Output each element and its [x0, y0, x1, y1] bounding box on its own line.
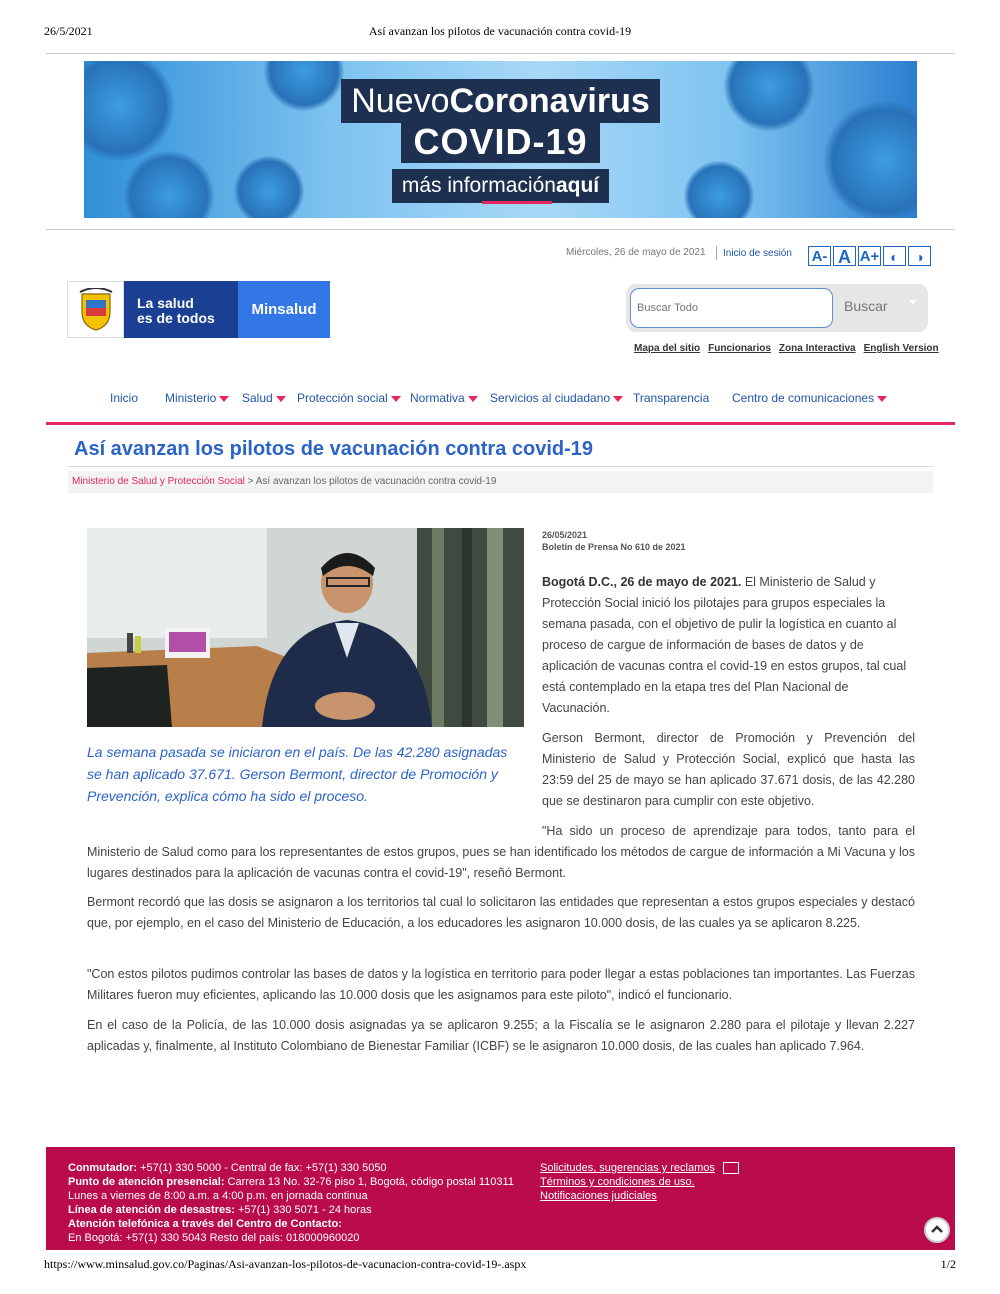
chevron-down-icon: [613, 396, 623, 402]
banner-line-2: COVID-19: [401, 121, 599, 163]
font-increase-button[interactable]: A+: [859, 248, 880, 265]
accessibility-controls: [808, 246, 931, 266]
page-title: Así avanzan los pilotos de vacunación contra covid-19: [74, 438, 594, 460]
article-meta: [542, 529, 686, 553]
top-links: [634, 343, 939, 354]
chevron-down-icon: [391, 396, 401, 402]
nav-item-centro-comunicaciones[interactable]: Centro de comunicaciones: [732, 391, 887, 405]
article-date: 26/05/2021: [542, 530, 588, 540]
font-decrease-button[interactable]: A-: [808, 246, 831, 266]
chevron-down-icon: [219, 396, 229, 402]
print-page-number: 1/2: [940, 1257, 956, 1271]
mail-icon: [723, 1162, 739, 1174]
breadcrumb: Ministerio de Salud y Protección Social > Así avanzan los pilotos de vacunación contra covid-19: [68, 471, 933, 493]
staff-link[interactable]: Funcionarios: [708, 343, 771, 354]
chevron-down-icon: [877, 396, 887, 402]
print-header: [0, 0, 1000, 54]
divider: [46, 229, 955, 230]
search-dropdown-icon[interactable]: [909, 300, 917, 304]
nav-item-normativa[interactable]: Normativa: [410, 391, 478, 405]
login-link[interactable]: Inicio de sesión: [723, 248, 792, 259]
search-button[interactable]: Buscar: [844, 298, 888, 314]
nav-item-servicios[interactable]: Servicios al ciudadano: [490, 391, 623, 405]
footer-links: [540, 1161, 739, 1203]
search-box: [626, 284, 928, 332]
terms-link[interactable]: Términos y condiciones de uso.: [540, 1176, 695, 1188]
print-url: https://www.minsalud.gov.co/Paginas/Asi-avanzan-los-pilotos-de-vacunacion-contra-covid-19-.aspx: [44, 1257, 527, 1271]
breadcrumb-current: Así avanzan los pilotos de vacunación contra covid-19: [255, 476, 497, 487]
article-paragraph-2: Gerson Bermont, director de Promoción y Prevención del Ministerio de Salud y Protección Social, explicó que hasta las 23:59 del 25 de mayo se han aplicado 37.671 dosis, de las 42.280 que se destinaron para cumplir con este objetivo.: [542, 731, 915, 808]
print-title: Así avanzan los pilotos de vacunación contra covid-19: [368, 24, 632, 38]
chevron-down-icon: [468, 396, 478, 402]
nav-item-inicio[interactable]: Inicio: [110, 391, 139, 405]
covid-banner[interactable]: [84, 61, 917, 218]
article-paragraph-6: En el caso de la Policía, de las 10.000 dosis asignadas ya se aplicaron 9.255; a la Fiscalía se le asignaron 2.280 para el pilotaje y llevan 2.227 aplicadas y, finalmente, al Instituto Colombiano de Bienestar Familiar (ICBF) se le asignaron 10.000 dosis, de las cuales han aplicado 7.964.: [87, 1018, 915, 1053]
article-photo: [87, 528, 524, 727]
nav-item-ministerio[interactable]: Ministerio: [165, 391, 229, 405]
article-paragraph-4: Bermont recordó que las dosis se asignaron a los territorios tal cual lo solicitaron las entidades que representan a estos grupos especiales y destacó que, por ejemplo, en el caso del Ministerio de Educación, a los educadores les asignaron 10.000 dosis, de las cuales ya se aplicaron 8.225.: [87, 895, 915, 930]
nav-item-proteccion-social[interactable]: Protección social: [297, 391, 401, 405]
article-paragraph-5: "Con estos pilotos pudimos controlar las bases de datos y la logística en territorio para poder llegar a estas poblaciones tan importantes. Las Fuerzas Militares fueron muy eficientes, aplicando las 10.000 dosis que les asignamos para este piloto", indicó el funcionario.: [87, 967, 915, 1002]
article-paragraph-3b: Ministerio de Salud como para los representantes de estos grupos, pues se han identificado los métodos de cargue de información a Mi Vacuna y los lugares destinados para la aplicación de vacunas contra el covid-19", reseñó Bermont.: [87, 845, 915, 880]
contrast-high-icon[interactable]: ◐: [883, 246, 906, 266]
article-paragraph-3a: "Ha sido un proceso de aprendizaje para todos, tanto para el: [542, 824, 915, 838]
back-to-top-icon[interactable]: [924, 1217, 950, 1243]
current-date: Miércoles, 26 de mayo de 2021: [566, 247, 706, 258]
footer-contact: Conmutador: +57(1) 330 5000 - Central de fax: +57(1) 330 5050 Punto de atención presencial: Carrera 13 No. 32-76 piso 1, Bogotá, código postal 110311 Lunes a viernes de 8:00 a.m. a 4:00 p.m. en jornada continua Línea de atención de desastres: +57(1) 330 5071 - 24 horas Atención telefónica a través del Centro de Contacto: En Bogotá: +57(1) 330 5043 Resto del país: 018000960020: [68, 1162, 514, 1244]
nav-underline: [46, 422, 955, 425]
nav-item-transparencia[interactable]: Transparencia: [633, 391, 710, 405]
print-footer: [44, 1257, 956, 1272]
pqrs-link[interactable]: Solicitudes, sugerencias y reclamos: [540, 1161, 739, 1175]
site-footer: [46, 1147, 955, 1250]
article-paragraph-1: Bogotá D.C., 26 de mayo de 2021. El Ministerio de Salud y Protección Social inició los pilotajes para grupos especiales la semana pasada, con el objetivo de pulir la logística en cuanto al proceso de cargue de información de bases de datos y de aplicación de vacunas contra el covid-19 en estos grupos, tal cual está contemplado en la etapa tres del Plan Nacional de Vacunación.: [542, 575, 907, 715]
minsalud-logo[interactable]: [67, 281, 330, 338]
divider: [46, 53, 955, 54]
banner-more-info[interactable]: más informaciónaquí: [392, 169, 609, 203]
bulletin-number: Boletín de Prensa No 610 de 2021: [542, 542, 686, 552]
coat-of-arms-icon: [67, 281, 124, 338]
chevron-down-icon: [276, 396, 286, 402]
print-date: 26/5/2021: [44, 24, 93, 38]
english-version-link[interactable]: English Version: [863, 343, 939, 354]
logo-brand: Minsalud: [238, 281, 330, 338]
logo-slogan: La salud es de todos: [124, 281, 238, 338]
breadcrumb-home-link[interactable]: Ministerio de Salud y Protección Social: [72, 476, 245, 487]
interactive-zone-link[interactable]: Zona Interactiva: [778, 343, 856, 354]
site-map-link[interactable]: Mapa del sitio: [634, 343, 701, 354]
nav-item-salud[interactable]: Salud: [242, 391, 286, 405]
contrast-low-icon[interactable]: ◑: [908, 246, 931, 266]
banner-line-1: NuevoCoronavirus: [341, 79, 660, 123]
judicial-notifications-link[interactable]: Notificaciones judiciales: [540, 1190, 657, 1202]
font-reset-button[interactable]: A: [833, 246, 856, 266]
search-input[interactable]: [630, 288, 833, 328]
photo-caption: La semana pasada se iniciaron en el país. De las 42.280 asignadas se han aplicado 37.671. Gerson Bermont, director de Promoción y Prevención, explica cómo ha sido el proceso.: [87, 744, 508, 804]
